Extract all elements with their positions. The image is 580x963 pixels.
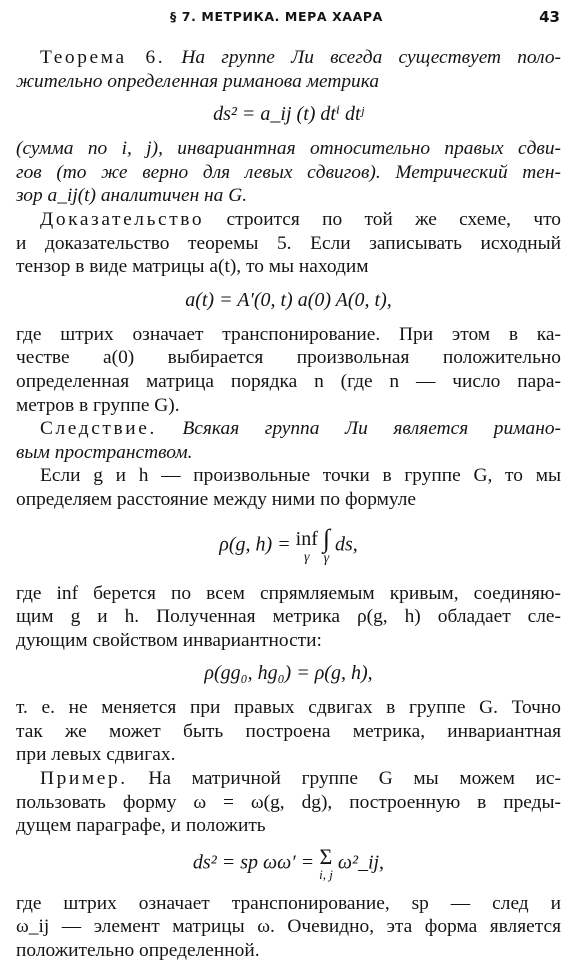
text-line: дующим свойством инвариантности: (16, 629, 322, 651)
text-line: пользовать форму ω = ω(g, dg), построенную в преды- (16, 791, 561, 813)
integral-symbol: ∫ (322, 523, 330, 553)
example-continuation (16, 892, 561, 963)
formula-trace-rhs: ω²_ij, (337, 851, 385, 874)
integral-subscript: γ (323, 550, 330, 566)
infimum-operator (296, 527, 318, 565)
corollary-statement: вым пространством. (16, 441, 193, 463)
theorem-statement-line: жительно определенная риманова метрика (16, 70, 380, 92)
example-paragraph (16, 767, 561, 838)
text-line (16, 417, 561, 441)
page-number: 43 (539, 8, 560, 26)
distance-paragraph (16, 464, 561, 511)
running-head: § 7. МЕТРИКА. МЕРА ХААРА (170, 9, 383, 24)
inf-symbol: inf (295, 527, 318, 550)
text-line: где штрих означает транспонирование, sp — след и (16, 892, 561, 914)
text-line: и доказательство теоремы 5. Если записывать исходный (16, 232, 561, 254)
proof-continuation (16, 323, 561, 417)
text-line: Если g и h — произвольные точки в группе G, то мы (40, 465, 561, 487)
example-text: На матричной группе G мы можем ис- (148, 768, 561, 790)
text-line: (сумма по i, j), инвариантная относительно правых сдви- (16, 138, 561, 160)
theorem-paragraph (16, 46, 561, 93)
integral-operator (322, 523, 330, 566)
text-line: гов (то же верно для левых сдвигов). Метрический тен- (16, 161, 561, 183)
formula-invariance: ρ(gg₀, hg₀) = ρ(g, h), (204, 662, 373, 685)
text-line: ω_ij — элемент матрицы ω. Очевидно, эта форма является (16, 916, 561, 938)
proof-label: Доказательство (40, 208, 205, 230)
sum-symbol: Σ (319, 843, 333, 869)
proof-paragraph (16, 208, 561, 279)
corollary-statement: Всякая группа Ли является римано- (182, 418, 561, 440)
text-line: зор a_ij(t) аналитичен на G. (16, 185, 248, 207)
page-header (0, 6, 580, 32)
formula-riemann-metric: ds² = a_ij (t) dtⁱ dtʲ (213, 103, 364, 126)
text-line: т. е. не меняется при правых сдвигах в группе G. Точно (16, 697, 561, 719)
text-line: где штрих означает транспонирование. При этом в ка- (16, 323, 561, 345)
corollary-label: Следствие. (40, 418, 157, 440)
formula-distance-rhs: ds, (334, 533, 358, 556)
distance-continuation (16, 582, 561, 653)
formula-distance-lhs: ρ(g, h) = (219, 533, 291, 556)
formula-distance (16, 523, 561, 566)
text-line: так же может быть построена метрика, инвариантная (16, 720, 561, 742)
text-line (16, 767, 561, 791)
text-line: определяем расстояние между ними по формуле (16, 488, 417, 510)
text-line (16, 46, 561, 70)
formula-trace-metric (16, 843, 561, 882)
text-line: определенная матрица порядка n (где n — число пара- (16, 370, 561, 392)
formula-matrix-transform: a(t) = A′(0, t) a(0) A(0, t), (185, 288, 392, 311)
text-line: тензор в виде матрицы a(t), то мы находим (16, 256, 369, 278)
inf-subscript: γ (303, 549, 310, 565)
sum-operator (319, 843, 333, 882)
sum-subscript: i, j (319, 866, 333, 882)
text-line: щим g и h. Полученная метрика ρ(g, h) обладает сле- (16, 606, 561, 628)
invariance-paragraph (16, 696, 561, 767)
text-line: метров в группе G). (16, 394, 180, 416)
text-line: при левых сдвигах. (16, 744, 176, 766)
text-line (16, 208, 561, 232)
theorem-continuation (16, 137, 561, 208)
theorem-label: Теорема 6. (40, 47, 166, 68)
theorem-statement-line: На группе Ли всегда существует поло- (181, 47, 561, 68)
body-text (16, 46, 561, 963)
proof-text: строится по той же схеме, что (226, 208, 561, 230)
text-line: где inf берется по всем спрямляемым кривым, соединяю- (16, 582, 561, 604)
text-line: дущем параграфе, и положить (16, 815, 266, 837)
example-label: Пример. (40, 768, 128, 790)
text-line: честве a(0) выбирается произвольная положительно (16, 347, 561, 369)
text-line: положительно определенной. (16, 940, 260, 962)
corollary-paragraph (16, 417, 561, 464)
formula-trace-lhs: ds² = sp ωω′ = (192, 851, 315, 874)
